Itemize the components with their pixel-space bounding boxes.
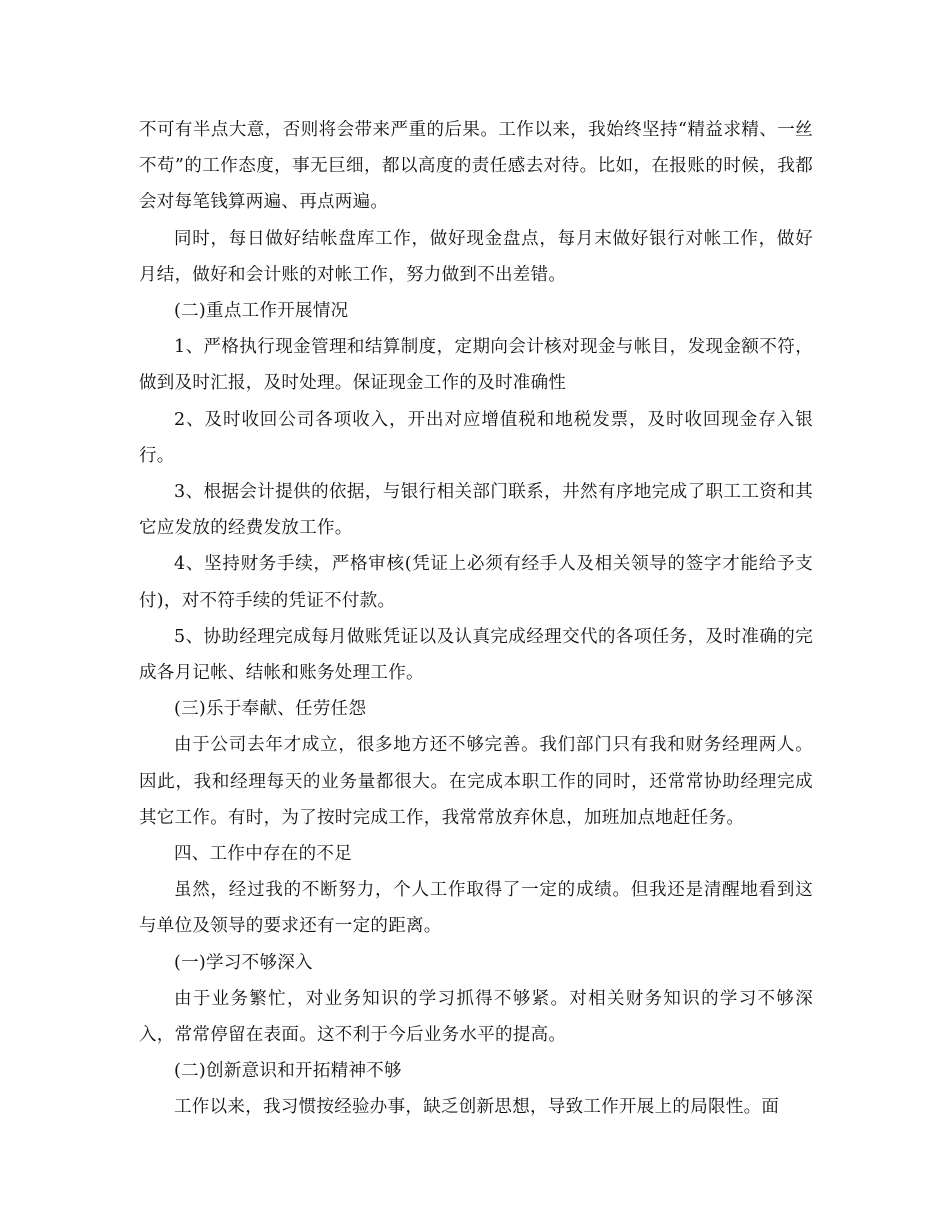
subheading-study: (一)学习不够深入	[174, 952, 313, 973]
paragraph-item-4: 4、坚持财务手续，严格审核(凭证上必须有经手人及相关领导的签字才能给予支付)，对不符手续的凭证不付款。	[139, 554, 813, 611]
section-heading-shortcomings: 四、工作中存在的不足	[174, 844, 352, 865]
paragraph-innovation: 工作以来，我习惯按经验办事，缺乏创新思想，导致工作开展上的局限性。面	[174, 1097, 780, 1118]
paragraph-shortcomings: 虽然，经过我的不断努力，个人工作取得了一定的成绩。但我还是清醒地看到这与单位及领导的要求还有一定的距离。	[139, 880, 813, 937]
section-heading-dedication: (三)乐于奉献、任劳任怨	[174, 699, 367, 720]
paragraph-item-2: 2、及时收回公司各项收入，开出对应增值税和地税发票，及时收回现金存入银行。	[139, 409, 813, 466]
paragraph-dedication: 由于公司去年才成立，很多地方还不够完善。我们部门只有我和财务经理两人。因此，我和经理每天的业务量都很大。在完成本职工作的同时，还常常协助经理完成其它工作。有时，为了按时完成工作，我常常放弃休息，加班加点地赶任务。	[139, 735, 813, 828]
document-body	[139, 112, 813, 1126]
paragraph-item-5: 5、协助经理完成每月做账凭证以及认真完成经理交代的各项任务，及时准确的完成各月记帐、结帐和账务处理工作。	[139, 626, 813, 684]
paragraph-2: 同时，每日做好结帐盘库工作，做好现金盘点，每月末做好银行对帐工作，做好月结，做好和会计账的对帐工作，努力做到不出差错。	[139, 228, 813, 285]
paragraph-study: 由于业务繁忙，对业务知识的学习抓得不够紧。对相关财务知识的学习不够深入，常常停留在表面。这不利于今后业务水平的提高。	[139, 988, 813, 1046]
paragraph-1: 不可有半点大意，否则将会带来严重的后果。工作以来，我始终坚持“精益求精、一丝不苟”的工作态度，事无巨细，都以高度的责任感去对待。比如，在报账的时候，我都会对每笔钱算两遍、再点两遍。	[139, 120, 813, 213]
subheading-innovation: (二)创新意识和开拓精神不够	[174, 1061, 402, 1082]
paragraph-item-3: 3、根据会计提供的依据，与银行相关部门联系，井然有序地完成了职工工资和其它应发放的经费发放工作。	[139, 482, 813, 539]
paragraph-item-1: 1、严格执行现金管理和结算制度，定期向会计核对现金与帐目，发现金额不符，做到及时汇报，及时处理。保证现金工作的及时准确性	[139, 337, 813, 394]
section-heading-key-work: (二)重点工作开展情况	[174, 301, 349, 322]
